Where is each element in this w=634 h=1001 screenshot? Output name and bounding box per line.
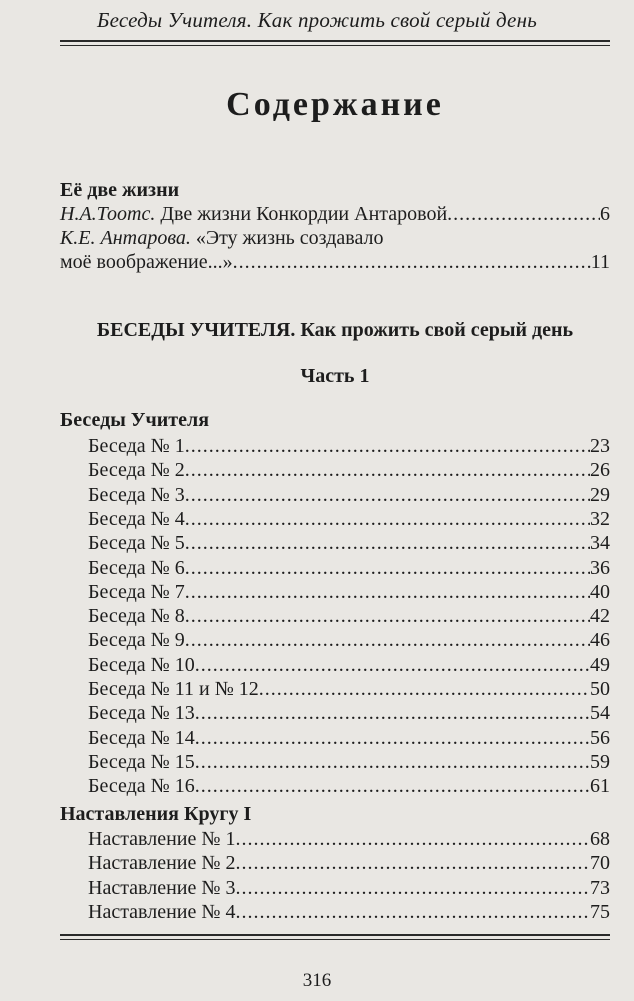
entry-page: 54 (590, 702, 610, 725)
toc-entry (60, 202, 610, 226)
page-title: Содержание (226, 86, 444, 123)
leader-dots (447, 202, 600, 226)
entry-title: Наставление № 2 (88, 852, 236, 875)
entry-title: Беседа № 16 (88, 775, 195, 798)
entry-title: Беседа № 14 (88, 726, 195, 749)
entry-title: Две жизни Конкордии Антаровой (155, 203, 448, 225)
leader-dots (195, 653, 590, 677)
leader-dots (195, 750, 590, 774)
toc-entry (88, 677, 610, 701)
toc-entry (88, 531, 610, 555)
entry-page: 56 (590, 726, 610, 749)
toc-entry (88, 483, 610, 507)
leader-dots (185, 458, 590, 482)
footer-rule (60, 934, 610, 936)
entry-title: Наставление № 4 (88, 900, 236, 923)
entry-title: Беседа № 11 и № 12 (88, 678, 259, 700)
toc-entry (88, 580, 610, 604)
leader-dots (235, 876, 590, 900)
toc-entry (88, 458, 610, 482)
toc-entry (88, 851, 610, 875)
entry-title: Беседа № 4 (88, 507, 185, 530)
entry-title: Наставление № 1 (88, 828, 236, 850)
leader-dots (233, 250, 591, 274)
toc-entry (88, 556, 610, 580)
leader-dots (185, 628, 590, 652)
entry-page: 73 (590, 876, 610, 899)
leader-dots (235, 851, 590, 875)
toc-entry (88, 628, 610, 652)
header-rule (60, 40, 610, 42)
entry-title: Беседа № 5 (88, 532, 185, 555)
section-heading: Наставления Кругу I (60, 803, 252, 825)
entry-title: Беседа № 10 (88, 653, 195, 676)
toc-entry (88, 701, 610, 725)
running-head: Беседы Учителя. Как прожить свой серый день (97, 8, 537, 32)
entry-title: Беседа № 3 (88, 483, 185, 506)
toc-entry (88, 726, 610, 750)
entry-page: 70 (590, 852, 610, 875)
leader-dots (259, 677, 590, 701)
entry-page: 23 (590, 435, 610, 457)
entry-title: Беседа № 9 (88, 629, 185, 652)
section-heading: Её две жизни (60, 179, 180, 201)
entry-author: К.Е. Антарова. (60, 227, 191, 249)
entry-page: 29 (590, 483, 610, 506)
toc-entry-line2 (60, 250, 610, 274)
entry-page: 46 (590, 629, 610, 652)
entry-title: Беседа № 15 (88, 750, 195, 773)
toc-entry (88, 434, 610, 458)
toc-entry (88, 876, 610, 900)
entry-page: 40 (590, 580, 610, 603)
entry-page: 34 (590, 532, 610, 555)
entry-title: «Эту жизнь создавало (190, 227, 384, 249)
toc-entry (88, 827, 610, 851)
entry-page: 26 (590, 459, 610, 482)
toc-entry (88, 900, 610, 924)
entry-page: 75 (590, 900, 610, 923)
toc-entry-line1 (60, 226, 610, 250)
entry-title: Наставление № 3 (88, 876, 236, 899)
entry-title: Беседа № 7 (88, 580, 185, 603)
leader-dots (195, 726, 590, 750)
leader-dots (185, 580, 590, 604)
section-heading: Беседы Учителя (60, 409, 210, 431)
header-rule-thin (60, 45, 610, 46)
entry-page: 61 (590, 775, 610, 798)
leader-dots (195, 774, 590, 798)
footer-rule-thin (60, 939, 610, 940)
entry-page: 11 (590, 251, 610, 273)
page-number: 316 (302, 970, 332, 991)
entry-page: 42 (590, 605, 610, 628)
entry-title: Беседа № 8 (88, 605, 185, 628)
leader-dots (185, 604, 590, 628)
entry-author: Н.А.Тоотс. (60, 203, 156, 225)
entry-page: 49 (590, 653, 610, 676)
entry-title-cont: моё воображение...» (60, 251, 233, 273)
entry-page: 36 (590, 556, 610, 579)
entry-page: 68 (590, 828, 610, 850)
toc-entry (88, 507, 610, 531)
toc-entry (88, 774, 610, 798)
entry-page: 6 (600, 203, 610, 225)
toc-entry (88, 750, 610, 774)
leader-dots (185, 507, 590, 531)
book-heading: БЕСЕДЫ УЧИТЕЛЯ. Как прожить свой серый день (96, 319, 574, 341)
toc-entry (88, 653, 610, 677)
entry-title: Беседа № 13 (88, 702, 195, 725)
leader-dots (195, 701, 590, 725)
leader-dots (235, 900, 590, 924)
leader-dots (185, 556, 590, 580)
leader-dots (185, 531, 590, 555)
entry-page: 50 (590, 678, 610, 700)
leader-dots (185, 483, 590, 507)
entry-title: Беседа № 1 (88, 435, 185, 457)
leader-dots (185, 434, 590, 458)
toc-entry (88, 604, 610, 628)
entry-title: Беседа № 2 (88, 459, 185, 482)
entry-title: Беседа № 6 (88, 556, 185, 579)
leader-dots (235, 827, 590, 851)
entry-page: 59 (590, 750, 610, 773)
entry-page: 32 (590, 507, 610, 530)
part-heading: Часть 1 (300, 365, 370, 387)
